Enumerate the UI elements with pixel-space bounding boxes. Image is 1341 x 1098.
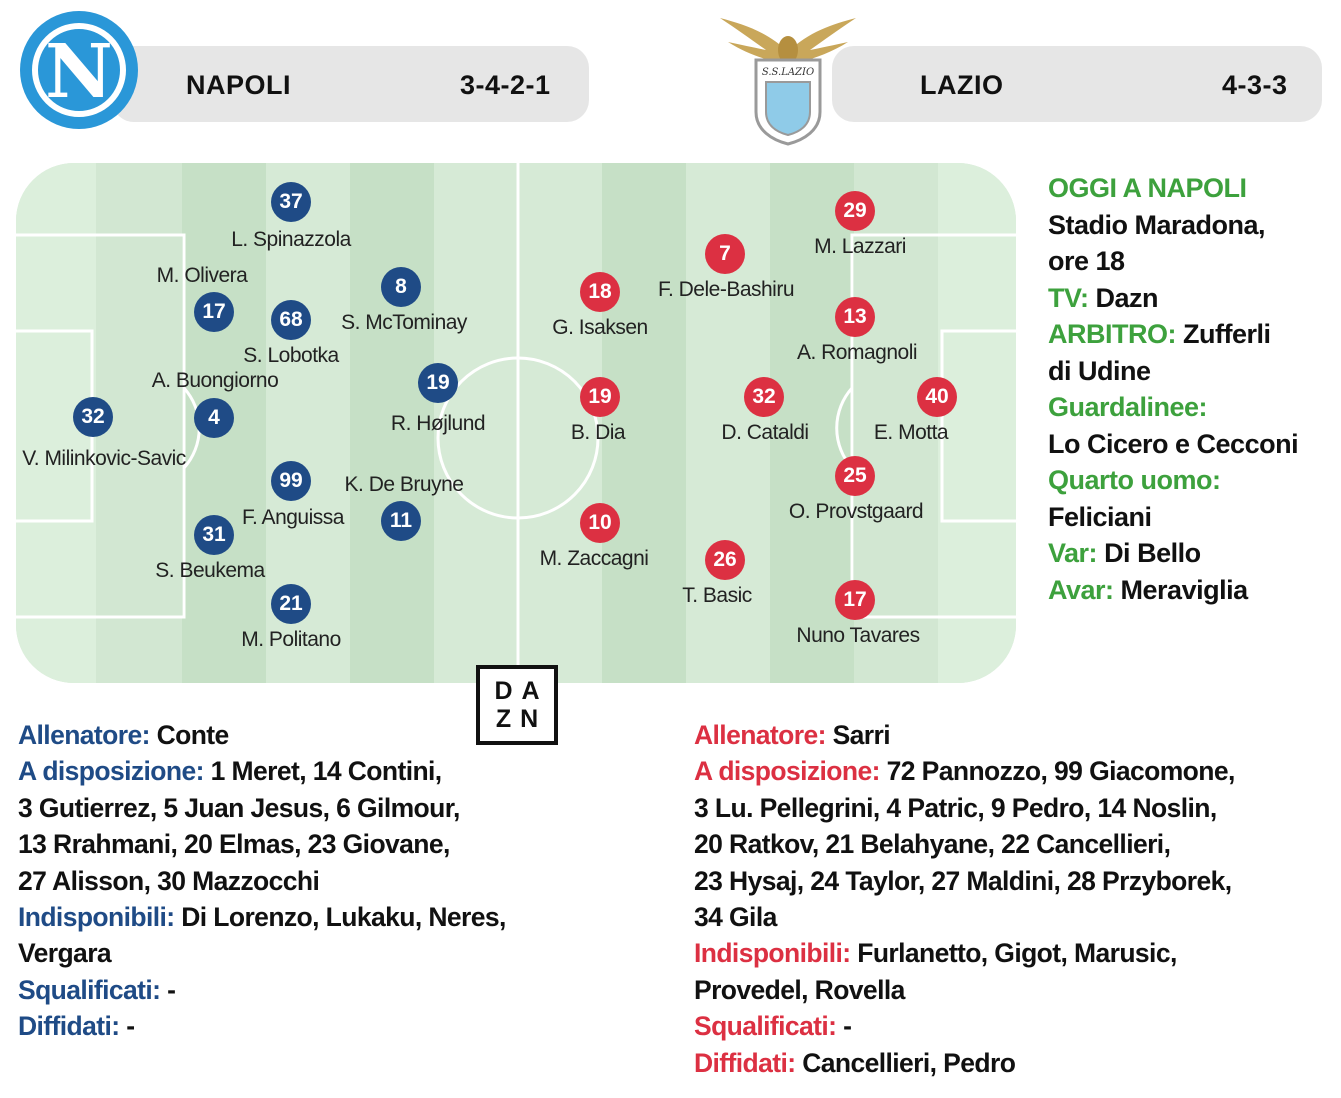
referee-value: Zufferli bbox=[1183, 319, 1271, 349]
player-name: O. Provstgaard bbox=[788, 500, 924, 523]
away-bench-line: 34 Gila bbox=[694, 902, 777, 933]
home-suspended: - bbox=[167, 974, 176, 1005]
away-warned: Cancellieri, Pedro bbox=[802, 1047, 1016, 1078]
player-name: R. Højlund bbox=[390, 412, 486, 435]
player-name: L. Spinazzola bbox=[231, 228, 351, 251]
dazn-logo-line1: DA bbox=[494, 677, 549, 705]
player-number-badge: 29 bbox=[835, 191, 875, 231]
away-coach: Sarri bbox=[832, 720, 890, 750]
player-name: E. Motta bbox=[873, 421, 949, 444]
player-number-badge: 8 bbox=[381, 267, 421, 307]
tv-label: TV: bbox=[1048, 282, 1089, 313]
player-name: S. Lobotka bbox=[243, 344, 339, 367]
player-name: B. Dia bbox=[570, 421, 626, 444]
dazn-logo-line2: ZN bbox=[495, 705, 548, 733]
away-bench-line: 23 Hysaj, 24 Taylor, 27 Maldini, 28 Przyborek, bbox=[694, 865, 1232, 896]
away-unavailable-line: Provedel, Rovella bbox=[694, 974, 905, 1005]
away-details bbox=[694, 717, 1334, 1081]
player-name: M. Olivera bbox=[156, 264, 248, 287]
player-number-badge: 19 bbox=[418, 363, 458, 403]
home-warned-label: Diffidati: bbox=[18, 1011, 120, 1042]
referee-city: di Udine bbox=[1048, 355, 1151, 386]
player-number-badge: 37 bbox=[271, 182, 311, 222]
away-warned-label: Diffidati: bbox=[694, 1047, 796, 1078]
linesmen-value: Lo Cicero e Cecconi bbox=[1048, 428, 1299, 459]
away-formation: 4-3-3 bbox=[1222, 70, 1288, 100]
player-number-badge: 13 bbox=[835, 297, 875, 337]
player-number-badge: 18 bbox=[580, 272, 620, 312]
avar-label: Avar: bbox=[1048, 574, 1114, 605]
away-bench-line: 72 Pannozzo, 99 Giacomone, bbox=[886, 756, 1235, 787]
home-formation: 3-4-2-1 bbox=[460, 70, 551, 100]
player-number-badge: 4 bbox=[194, 398, 234, 438]
away-bench-line: 20 Ratkov, 21 Belahyane, 22 Cancellieri, bbox=[694, 829, 1171, 860]
linesmen-label: Guardalinee: bbox=[1048, 392, 1208, 422]
player-number-badge: 68 bbox=[271, 300, 311, 340]
home-coach: Conte bbox=[156, 720, 229, 750]
away-bench-line: 3 Lu. Pellegrini, 4 Patric, 9 Pedro, 14 Noslin, bbox=[694, 792, 1217, 823]
match-info bbox=[1048, 170, 1333, 608]
player-name: G. Isaksen bbox=[552, 316, 648, 339]
home-bench-label: A disposizione: bbox=[18, 756, 204, 787]
away-suspended: - bbox=[843, 1011, 852, 1042]
away-suspended-label: Squalificati: bbox=[694, 1011, 837, 1042]
player-number-badge: 31 bbox=[194, 515, 234, 555]
home-bench-line: 1 Meret, 14 Contini, bbox=[210, 756, 442, 787]
away-team-name: LAZIO bbox=[920, 70, 1004, 100]
tv-value: Dazn bbox=[1095, 282, 1159, 313]
home-unavailable-line: Vergara bbox=[18, 938, 112, 969]
home-coach-label: Allenatore: bbox=[18, 720, 150, 750]
venue-line: Stadio Maradona, bbox=[1048, 209, 1266, 240]
home-team-name: NAPOLI bbox=[186, 70, 292, 100]
player-name: S. Beukema bbox=[155, 559, 265, 582]
home-bench-line: 13 Rrahmani, 20 Elmas, 23 Giovane, bbox=[18, 829, 450, 860]
away-coach-label: Allenatore: bbox=[694, 720, 826, 750]
home-bench-line: 3 Gutierrez, 5 Juan Jesus, 6 Gilmour, bbox=[18, 792, 460, 823]
player-name: F. Anguissa bbox=[242, 506, 344, 529]
player-name: T. Basic bbox=[682, 584, 752, 607]
player-number-badge: 11 bbox=[381, 501, 421, 541]
var-label: Var: bbox=[1048, 538, 1098, 568]
player-name: K. De Bruyne bbox=[344, 473, 464, 496]
fourth-official-value: Feliciani bbox=[1048, 501, 1152, 532]
player-name: A. Buongiorno bbox=[151, 369, 279, 392]
home-suspended-label: Squalificati: bbox=[18, 974, 161, 1005]
home-warned: - bbox=[126, 1011, 135, 1042]
player-number-badge: 25 bbox=[835, 456, 875, 496]
var-value: Di Bello bbox=[1104, 538, 1201, 568]
player-name: M. Politano bbox=[241, 628, 341, 651]
player-number-badge: 32 bbox=[73, 397, 113, 437]
away-unavailable-line: Furlanetto, Gigot, Marusic, bbox=[857, 938, 1177, 969]
avar-value: Meraviglia bbox=[1120, 574, 1248, 605]
svg-text:N: N bbox=[45, 29, 113, 115]
player-name: S. McTominay bbox=[341, 311, 467, 334]
player-number-badge: 21 bbox=[271, 584, 311, 624]
player-number-badge: 40 bbox=[917, 377, 957, 417]
player-name: Nuno Tavares bbox=[796, 624, 920, 647]
home-unavailable-label: Indisponibili: bbox=[18, 902, 175, 933]
fourth-official-label: Quarto uomo: bbox=[1048, 465, 1221, 495]
away-unavailable-label: Indisponibili: bbox=[694, 938, 851, 969]
player-name: V. Milinkovic-Savic bbox=[22, 447, 186, 470]
home-unavailable-line: Di Lorenzo, Lukaku, Neres, bbox=[181, 902, 506, 933]
player-number-badge: 17 bbox=[194, 292, 234, 332]
player-number-badge: 19 bbox=[580, 377, 620, 417]
svg-text:S.S.LAZIO: S.S.LAZIO bbox=[761, 67, 815, 78]
player-name: F. Dele-Bashiru bbox=[657, 278, 795, 301]
venue-label: OGGI A NAPOLI bbox=[1048, 173, 1247, 203]
player-number-badge: 32 bbox=[744, 377, 784, 417]
player-name: D. Cataldi bbox=[721, 421, 809, 444]
player-name: M. Zaccagni bbox=[539, 547, 649, 570]
referee-label: ARBITRO: bbox=[1048, 319, 1176, 349]
away-bench-label: A disposizione: bbox=[694, 756, 880, 787]
player-number-badge: 7 bbox=[705, 234, 745, 274]
player-number-badge: 10 bbox=[580, 503, 620, 543]
kickoff-time: ore 18 bbox=[1048, 246, 1125, 276]
player-number-badge: 26 bbox=[705, 540, 745, 580]
napoli-crest-logo bbox=[18, 4, 140, 136]
home-bench-line: 27 Alisson, 30 Mazzocchi bbox=[18, 865, 320, 896]
player-number-badge: 99 bbox=[271, 461, 311, 501]
player-name: A. Romagnoli bbox=[796, 341, 918, 364]
lazio-crest-logo bbox=[718, 12, 858, 147]
player-number-badge: 17 bbox=[835, 580, 875, 620]
home-details bbox=[18, 717, 578, 1045]
player-name: M. Lazzari bbox=[814, 235, 906, 258]
